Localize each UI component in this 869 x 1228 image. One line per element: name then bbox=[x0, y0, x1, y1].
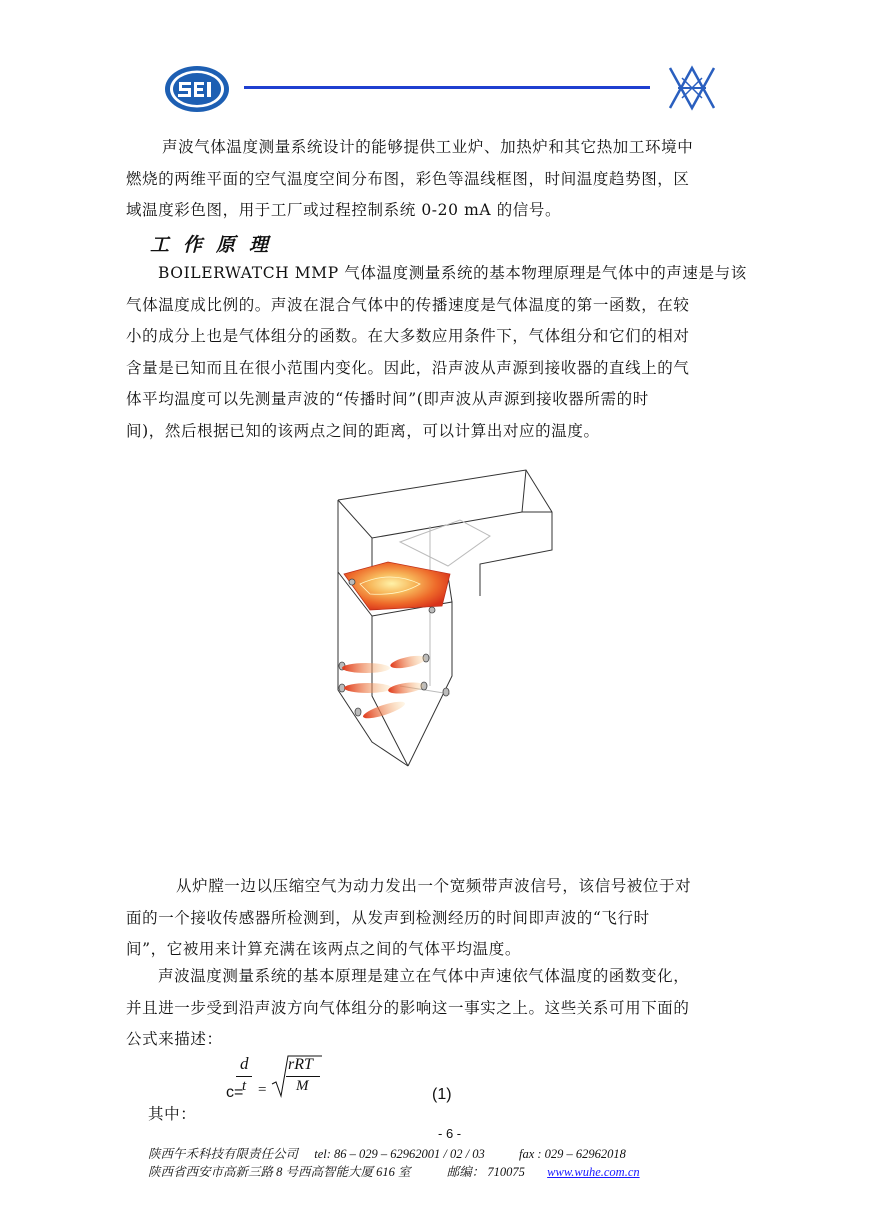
text-line: 声波温度测量系统的基本原理是建立在气体中声速依气体温度的函数变化， bbox=[158, 967, 690, 985]
text-line: 间)，然后根据已知的该两点之间的距离，可以计算出对应的温度。 bbox=[126, 421, 600, 440]
header-rule bbox=[244, 86, 650, 89]
footer-fax: fax : 029 – 62962018 bbox=[519, 1147, 626, 1161]
text-line: BOILERWATCH MMP 气体温度测量系统的基本物理原理是气体中的声速是与该 bbox=[158, 264, 747, 282]
formula bbox=[226, 1054, 566, 1104]
text-line: 间”，它被用来计算充满在该两点之间的气体平均温度。 bbox=[126, 940, 521, 958]
formula-equals: = bbox=[258, 1082, 267, 1098]
where-label: 其中： bbox=[148, 1105, 197, 1123]
formula-c: c= bbox=[226, 1084, 244, 1101]
fraction-bar bbox=[286, 1076, 320, 1077]
company-logo-left bbox=[163, 64, 231, 114]
text-line: 面的一个接收传感器所检测到，从发声到检测经历的时间即声波的“飞行时 bbox=[126, 908, 650, 927]
company-logo-right bbox=[664, 64, 720, 112]
formula-denominator-t: t bbox=[242, 1078, 247, 1094]
formula-number: (1) bbox=[432, 1086, 452, 1103]
footer-line-2 bbox=[148, 1162, 640, 1180]
text-line: 声波气体温度测量系统设计的能够提供工业炉、加热炉和其它热加工环境中 bbox=[162, 138, 694, 156]
footer-tel: tel: 86 – 029 – 62962001 / 02 / 03 bbox=[314, 1147, 485, 1161]
text-line: 公式来描述： bbox=[126, 1030, 223, 1048]
formula-rRT: rRT bbox=[288, 1056, 313, 1073]
section-heading: 工作原理 bbox=[150, 234, 283, 256]
text-line: 域温度彩色图，用于工厂或过程控制系统 0-20 mA 的信号。 bbox=[126, 201, 562, 219]
text-line: 气体温度成比例的。声波在混合气体中的传播速度是气体温度的第一函数，在较 bbox=[126, 295, 690, 314]
text-line: 燃烧的两维平面的空气温度空间分布图，彩色等温线框图，时间温度趋势图，区 bbox=[126, 169, 690, 188]
text-line: 从炉膛一边以压缩空气为动力发出一个宽频带声波信号，该信号被位于对 bbox=[176, 877, 692, 895]
intro-paragraph bbox=[126, 132, 746, 227]
footer-website-link[interactable]: www.wuhe.com.cn bbox=[547, 1165, 640, 1179]
page-number: - 6 - bbox=[438, 1126, 462, 1141]
fraction-bar bbox=[236, 1076, 252, 1077]
footer-company: 陕西午禾科技有限责任公司 bbox=[148, 1147, 299, 1161]
footer-postcode: 邮编： 710075 bbox=[446, 1165, 525, 1179]
formula-M: M bbox=[296, 1078, 309, 1094]
basis-paragraph bbox=[126, 961, 746, 1056]
text-line: 并且进一步受到沿声波方向气体组分的影响这一事实之上。这些关系可用下面的 bbox=[126, 998, 690, 1017]
flight-time-paragraph bbox=[126, 871, 746, 966]
principle-paragraph bbox=[126, 258, 746, 447]
text-line: 体平均温度可以先测量声波的“传播时间”(即声波从声源到接收器所需的时 bbox=[126, 390, 649, 408]
formula-numerator-d: d bbox=[240, 1054, 249, 1073]
footer-address: 陕西省西安市高新三路 8 号西高智能大厦 616 室 bbox=[148, 1165, 411, 1179]
furnace-diagram bbox=[330, 466, 560, 772]
text-line: 小的成分上也是气体组分的函数。在大多数应用条件下，气体组分和它们的相对 bbox=[126, 327, 690, 345]
text-line: 含量是已知而且在很小范围内变化。因此，沿声波从声源到接收器的直线上的气 bbox=[126, 358, 690, 377]
footer-line-1 bbox=[148, 1144, 626, 1162]
